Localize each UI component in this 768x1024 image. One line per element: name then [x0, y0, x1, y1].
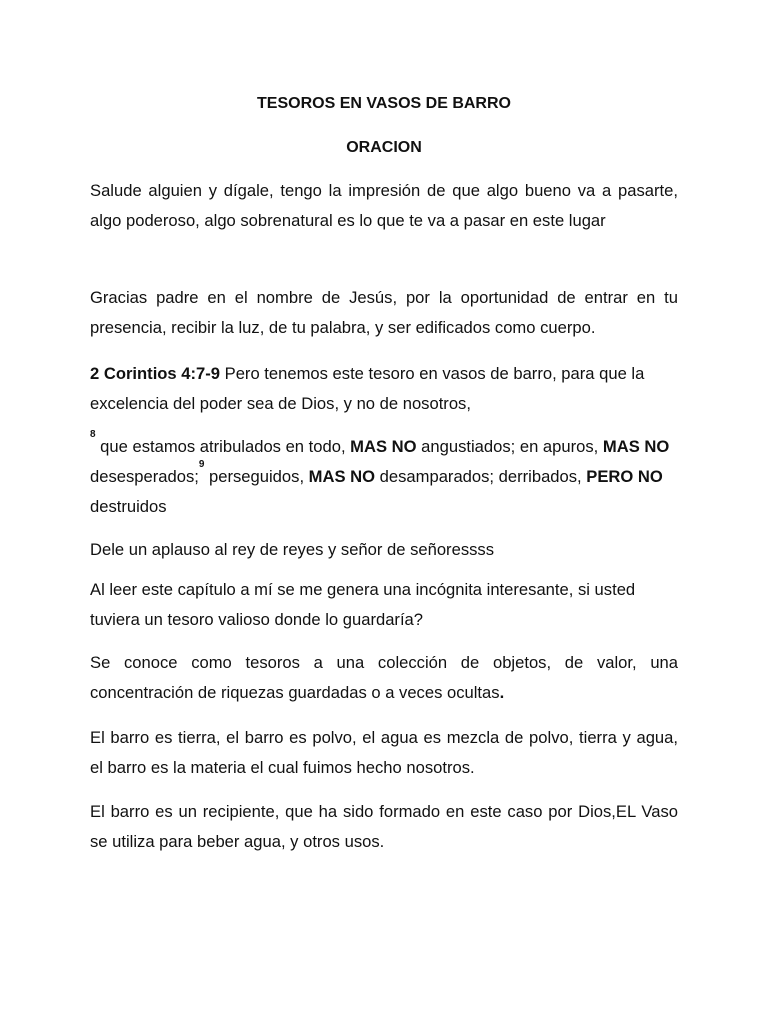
paragraph-treasure-definition: [90, 648, 678, 708]
paragraph-applause: Dele un aplauso al rey de reyes y señor de señoressss: [90, 540, 495, 559]
emphasis-pero-no: PERO NO: [586, 467, 663, 486]
verse-text: angustiados; en apuros,: [416, 437, 603, 456]
paragraph-greeting: Salude alguien y dígale, tengo la impresión de que algo bueno va a pasarte, algo poderoso, algo sobrenatural es lo que te va a pasar en este lugar: [90, 181, 678, 230]
scripture-text: Pero tenemos este tesoro en vasos de barro, para que la excelencia del poder sea de Dios, y no de nosotros,: [90, 364, 645, 413]
treasure-definition-text: Se conoce como tesoros a una colección de objetos, de valor, una concentración de riquezas guardadas o a veces ocultas: [90, 653, 678, 702]
document-subtitle: ORACION: [346, 139, 422, 156]
verse-text: desamparados; derribados,: [375, 467, 587, 486]
emphasis-mas-no: MAS NO: [308, 467, 376, 486]
scripture-reference: 2 Corintios 4:7-9: [90, 364, 221, 383]
paragraph-question: Al leer este capítulo a mí se me genera una incógnita interesante, si usted tuviera un tesoro valioso donde lo guardaría?: [90, 580, 636, 629]
verse-text: perseguidos,: [204, 467, 309, 486]
verse-number-8: 8: [90, 429, 96, 440]
verse-text: que estamos atribulados en todo,: [95, 437, 351, 456]
verse-number-9: 9: [198, 459, 205, 470]
bold-period: .: [499, 683, 505, 702]
paragraph-vessel: El barro es un recipiente, que ha sido formado en este caso por Dios,EL Vaso se utiliza para beber agua, y otros usos.: [90, 802, 678, 851]
paragraph-clay: El barro es tierra, el barro es polvo, el agua es mezcla de polvo, tierra y agua, el barro es la materia el cual fuimos hecho nosotros.: [90, 728, 678, 777]
verse-text: desesperados;: [90, 467, 199, 486]
paragraph-prayer: Gracias padre en el nombre de Jesús, por la oportunidad de entrar en tu presencia, recibir la luz, de tu palabra, y ser edificados como cuerpo.: [90, 288, 678, 337]
paragraph-verses: [90, 429, 678, 522]
emphasis-mas-no: MAS NO: [602, 437, 670, 456]
document-title: TESOROS EN VASOS DE BARRO: [257, 95, 511, 112]
paragraph-scripture: [90, 359, 678, 419]
emphasis-mas-no: MAS NO: [350, 437, 417, 456]
verse-text: destruidos: [90, 497, 167, 516]
